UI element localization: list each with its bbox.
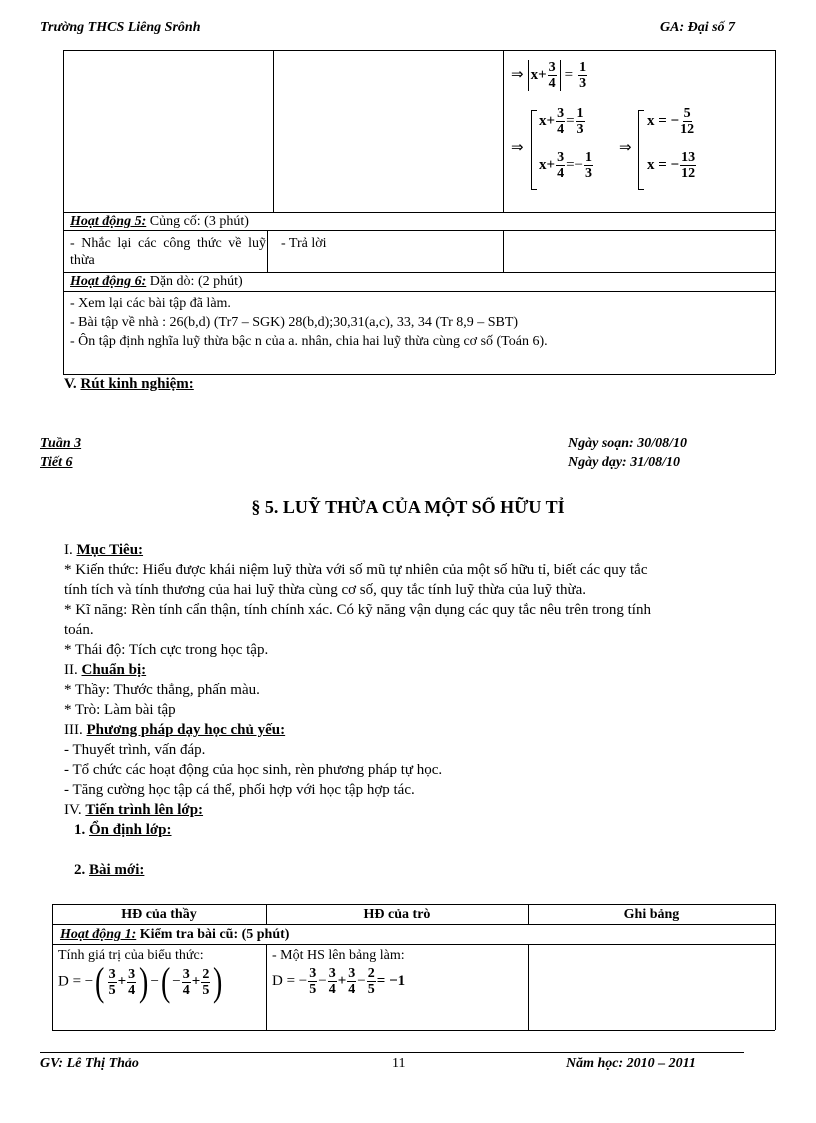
- x-equals-text: x = −: [647, 113, 680, 130]
- section-label: Chuẩn bị:: [81, 662, 147, 678]
- section-4-heading: [64, 800, 203, 820]
- section-3-line: - Tăng cường học tập cá thể, phối hợp với học tập hợp tác.: [64, 782, 415, 798]
- section-number: 1.: [74, 822, 89, 838]
- fraction-numerator: 3: [128, 966, 136, 982]
- section-label: Ổn định lớp:: [89, 822, 172, 838]
- footer-year: Năm học: 2010 – 2011: [566, 1056, 696, 1071]
- subsection-4-1: [74, 820, 172, 840]
- result-value: = −1: [376, 973, 406, 990]
- school-name: Trường THCS Liêng Srônh: [40, 20, 201, 35]
- x-equals-text: x = −: [647, 157, 680, 174]
- fraction-numerator: 3: [182, 966, 190, 982]
- activity-1-heading: [60, 926, 289, 943]
- rut-kinh-nghiem: [64, 374, 194, 394]
- fraction-numerator: 3: [309, 966, 317, 981]
- section-1-line: * Thái độ: Tích cực trong học tập.: [64, 642, 269, 658]
- activity-6-item: - Bài tập về nhà : 26(b,d) (Tr7 – SGK) 28(b,d);30,31(a,c), 33, 34 (Tr 8,9 – SBT): [70, 315, 519, 330]
- equals-sign: =: [566, 157, 575, 174]
- teacher-task: Tính giá trị của biểu thức:: [58, 948, 204, 963]
- fraction-denominator: 3: [585, 166, 592, 181]
- case-equations: [511, 106, 771, 192]
- activity-6-item: - Ôn tập định nghĩa luỹ thừa bậc n của a. nhân, chia hai luỹ thừa cùng cơ số (Toán 6).: [70, 334, 548, 349]
- teacher-expression: D = −( $\frac{3}{5}$ + $\frac{3}{4}$ ) −( − $\frac{3}{4}$ + $\frac{2}{5}$ ): [58, 959, 223, 1004]
- activity-6-item: - Xem lại các bài tập đã làm.: [70, 296, 231, 311]
- section-2-line: * Thầy: Thước thẳng, phấn màu.: [64, 682, 260, 698]
- activity-5-heading: [70, 213, 249, 230]
- activity-5-label: Hoạt động 5:: [70, 214, 147, 229]
- fraction-denominator: 3: [579, 76, 587, 91]
- fraction-denominator: 5: [202, 982, 210, 998]
- x-plus-text: x+: [530, 67, 547, 84]
- activity-6-text: Dặn dò: (2 phút): [146, 274, 243, 289]
- fraction-denominator: 4: [557, 166, 565, 181]
- section-number: V.: [64, 376, 81, 392]
- fraction-numerator: 13: [681, 150, 696, 165]
- fraction-numerator: 1: [585, 150, 592, 165]
- subsection-4-2: [74, 860, 144, 880]
- section-number: 2.: [74, 862, 89, 878]
- fraction-denominator: 4: [128, 982, 136, 998]
- fraction-numerator: 3: [557, 150, 565, 165]
- fraction-numerator: 3: [557, 106, 565, 121]
- col-header-board: Ghi bảng: [623, 907, 680, 922]
- fraction-denominator: 4: [557, 122, 565, 137]
- student-task: - Một HS lên bảng làm:: [272, 948, 405, 963]
- fraction-denominator: 4: [182, 982, 190, 998]
- section-number: IV.: [64, 802, 86, 818]
- section-label: Phương pháp dạy học chủ yếu:: [86, 722, 286, 738]
- minus-sign: −: [318, 973, 327, 990]
- fraction-denominator: 5: [108, 982, 116, 998]
- equals-sign: =: [564, 67, 574, 84]
- section-label: Tiến trình lên lớp:: [85, 802, 204, 818]
- subject-label: GA: Đại số 7: [660, 20, 736, 35]
- footer-teacher: GV: Lê Thị Thảo: [40, 1056, 139, 1071]
- section-label: Rút kinh nghiệm:: [80, 376, 194, 392]
- section-1-heading: [64, 540, 143, 560]
- section-3-heading: [64, 720, 285, 740]
- student-expression: D = − $\frac{3}{5}$ − $\frac{3}{4}$ + $\frac{3}{4}$ − $\frac{2}{5}$ = −1: [272, 966, 406, 997]
- activity-1-text: Kiểm tra bài cũ: (5 phút): [136, 927, 290, 942]
- fraction-numerator: 3: [348, 966, 356, 981]
- fraction-numerator: 3: [548, 60, 556, 75]
- section-3-line: - Thuyết trình, vấn đáp.: [64, 742, 206, 758]
- fraction-numerator: 5: [683, 106, 691, 121]
- fraction-numerator: 1: [576, 106, 584, 121]
- col-header-student: HĐ của trò: [363, 907, 431, 922]
- fraction-denominator: 12: [681, 166, 696, 181]
- section-2-heading: [64, 660, 146, 680]
- section-1-line: * Kĩ năng: Rèn tính cẩn thận, tính chính xác. Có kỹ năng vận dụng các quy tắc nêu trên trong tính: [64, 602, 651, 618]
- section-label: Bài mới:: [89, 862, 145, 878]
- minus-sign: −: [150, 973, 159, 990]
- section-number: I.: [64, 542, 77, 558]
- section-3-line: - Tổ chức các hoạt động của học sinh, rèn phương pháp tự học.: [64, 762, 443, 778]
- x-plus-text: x+: [539, 113, 556, 130]
- minus-sign: −: [574, 157, 583, 174]
- section-2-line: * Trò: Làm bài tập: [64, 702, 176, 718]
- activity-1-label: Hoạt động 1:: [60, 927, 137, 942]
- fraction-denominator: 4: [548, 76, 556, 91]
- activity-5-student: - Trả lời: [281, 236, 327, 251]
- week-label: Tuần 3: [40, 436, 82, 451]
- abs-equation: [511, 60, 588, 91]
- col-header-teacher: HĐ của thầy: [121, 907, 197, 922]
- prep-date: Ngày soạn: 30/08/10: [568, 436, 687, 451]
- fraction-denominator: 3: [576, 122, 584, 137]
- page-number: 11: [392, 1056, 406, 1071]
- equals-sign: =: [566, 113, 575, 130]
- d-equals: D = −: [58, 973, 94, 990]
- fraction-numerator: 3: [108, 966, 116, 982]
- x-plus-text: x+: [539, 157, 556, 174]
- period-label: Tiết 6: [40, 455, 73, 470]
- fraction-denominator: 5: [367, 982, 375, 997]
- teach-date: Ngày dạy: 31/08/10: [568, 455, 680, 470]
- implies-symbol: ⇒: [511, 67, 524, 84]
- section-1-line: toán.: [64, 622, 94, 638]
- fraction-denominator: 12: [680, 122, 695, 137]
- fraction-denominator: 5: [309, 982, 317, 997]
- activity-6-heading: [70, 273, 243, 290]
- fraction-numerator: 1: [579, 60, 587, 75]
- fraction-denominator: 4: [348, 982, 356, 997]
- activity-5-text: Củng cố: (3 phút): [146, 214, 249, 229]
- fraction-numerator: 3: [328, 966, 336, 981]
- lesson-title: § 5. LUỸ THỪA CỦA MỘT SỐ HỮU TỈ: [251, 497, 565, 517]
- section-number: II.: [64, 662, 82, 678]
- section-1-line: * Kiến thức: Hiểu được khái niệm luỹ thừa với số mũ tự nhiên của một số hữu tỉ, biết các quy tắc: [64, 562, 648, 578]
- section-label: Mục Tiêu:: [76, 542, 144, 558]
- implies-symbol: ⇒: [511, 140, 524, 156]
- implies-symbol: ⇒: [619, 140, 632, 156]
- section-number: III.: [64, 722, 87, 738]
- section-1-line: tính tích và tính thương của hai luỹ thừa cùng cơ số, quy tắc tính luỹ thừa của luỹ thừa.: [64, 582, 587, 598]
- d-equals: D = −: [272, 973, 308, 990]
- activity-6-label: Hoạt động 6:: [70, 274, 147, 289]
- activity-5-teacher: - Nhắc lại các công thức về luỹ thừa: [70, 236, 266, 268]
- minus-sign: −: [357, 973, 366, 990]
- fraction-denominator: 4: [328, 982, 336, 997]
- minus-sign: −: [172, 973, 181, 990]
